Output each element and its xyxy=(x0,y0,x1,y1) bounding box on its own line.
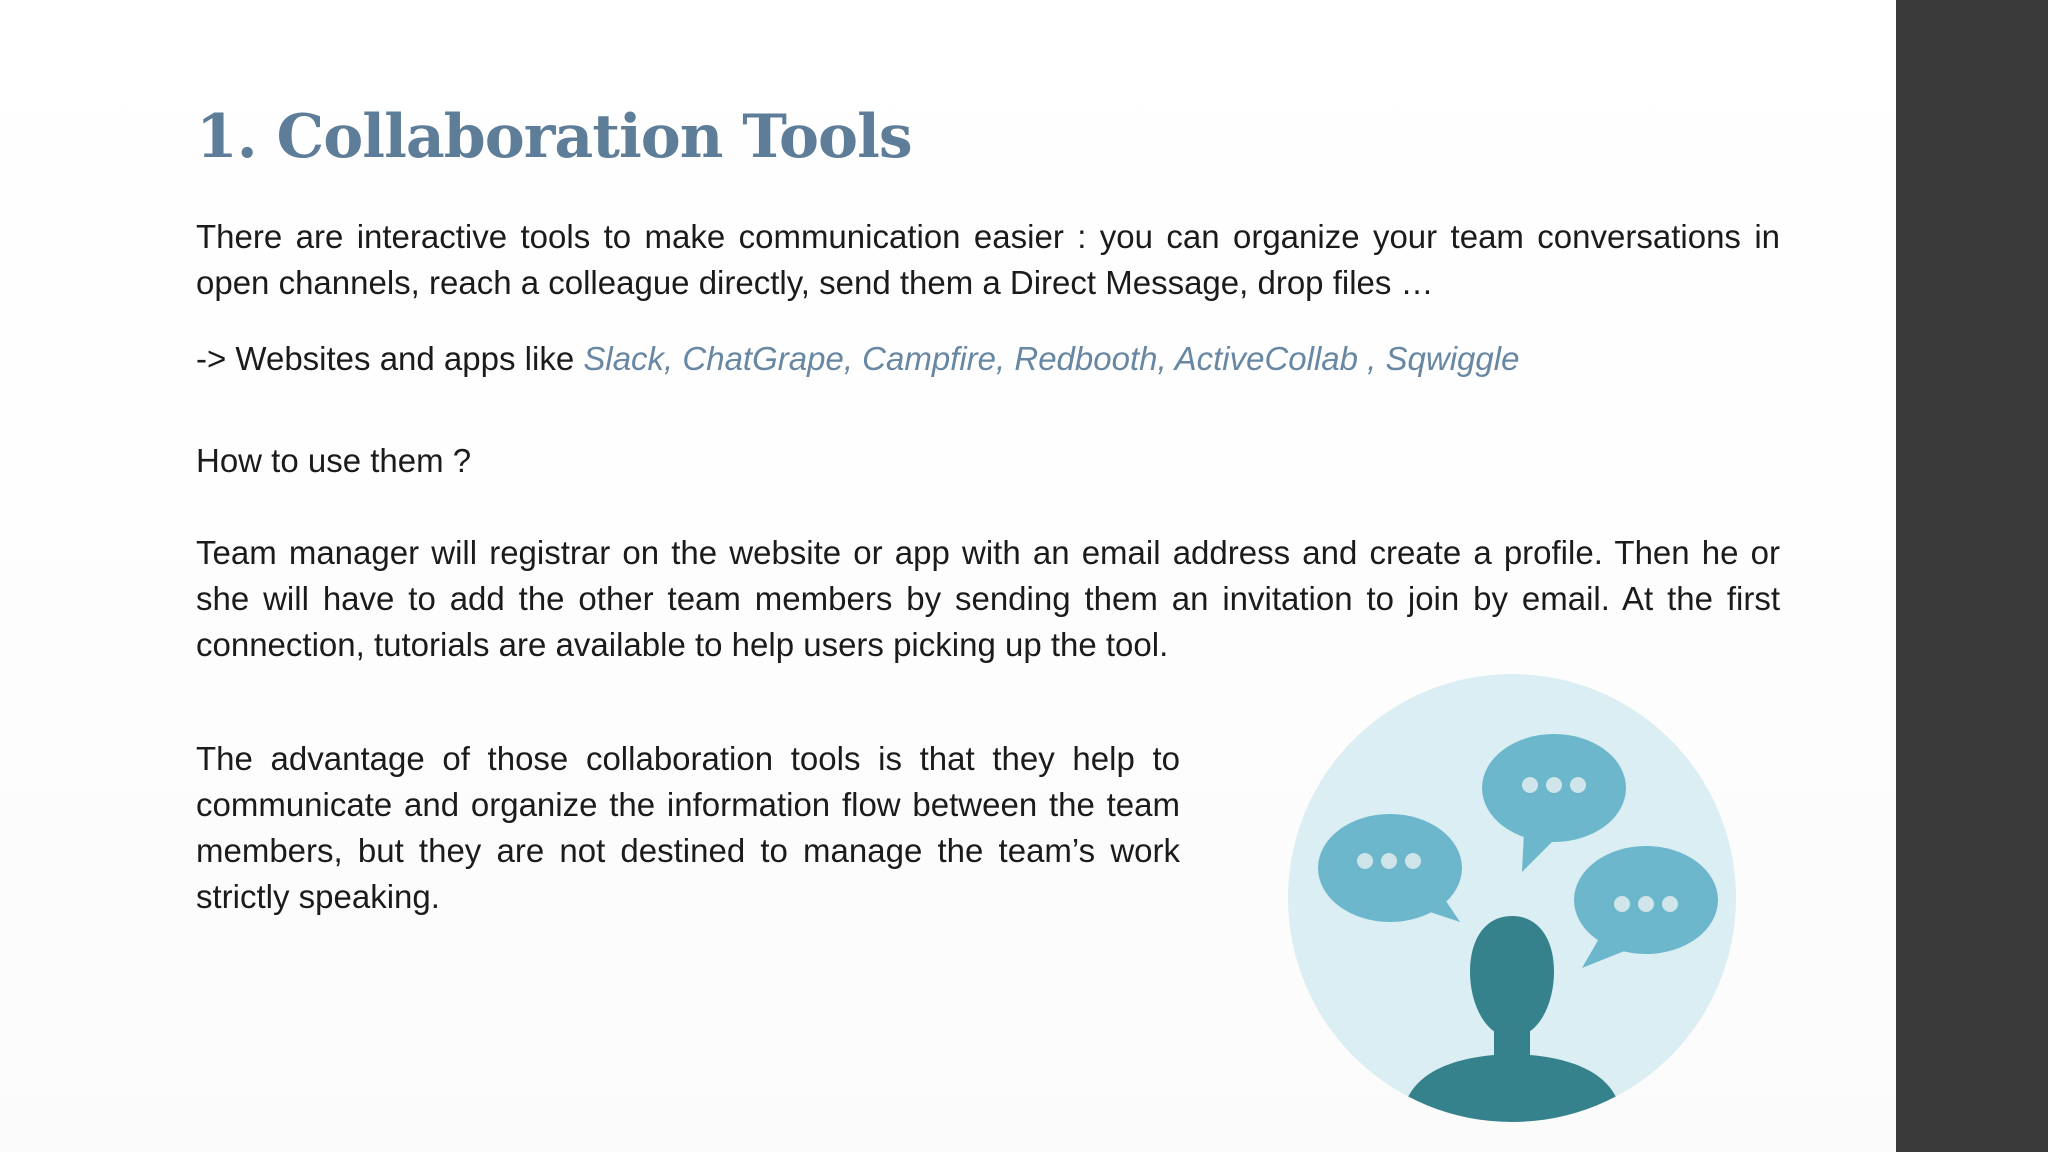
advantage-paragraph: The advantage of those collaboration tools is that they help to communicate and organize the information flow between the team members, but they are not destined to manage the team’s work strictly speaking. xyxy=(196,740,1180,915)
examples-prefix: -> Websites and apps like xyxy=(196,340,584,377)
examples-line xyxy=(196,336,1780,382)
side-bar xyxy=(1896,0,2048,1152)
how-to-paragraph: Team manager will registrar on the website or app with an email address and create a profile. Then he or she will have to add the other team members by sending them an invitation to join by email. At the first connection, tutorials are available to help users picking up the tool. xyxy=(196,534,1780,663)
slide-title: 1. Collaboration Tools xyxy=(196,102,912,172)
how-to-heading: How to use them ? xyxy=(196,442,472,479)
person-with-speech-bubbles-icon xyxy=(1288,672,1736,1124)
tool-names: Slack, ChatGrape, Campfire, Redbooth, ActiveCollab , Sqwiggle xyxy=(583,340,1520,377)
intro-paragraph: There are interactive tools to make communication easier : you can organize your team conversations in open channels, reach a colleague directly, send them a Direct Message, drop files … xyxy=(196,218,1780,301)
speech-bubble-left-icon xyxy=(1318,814,1462,922)
